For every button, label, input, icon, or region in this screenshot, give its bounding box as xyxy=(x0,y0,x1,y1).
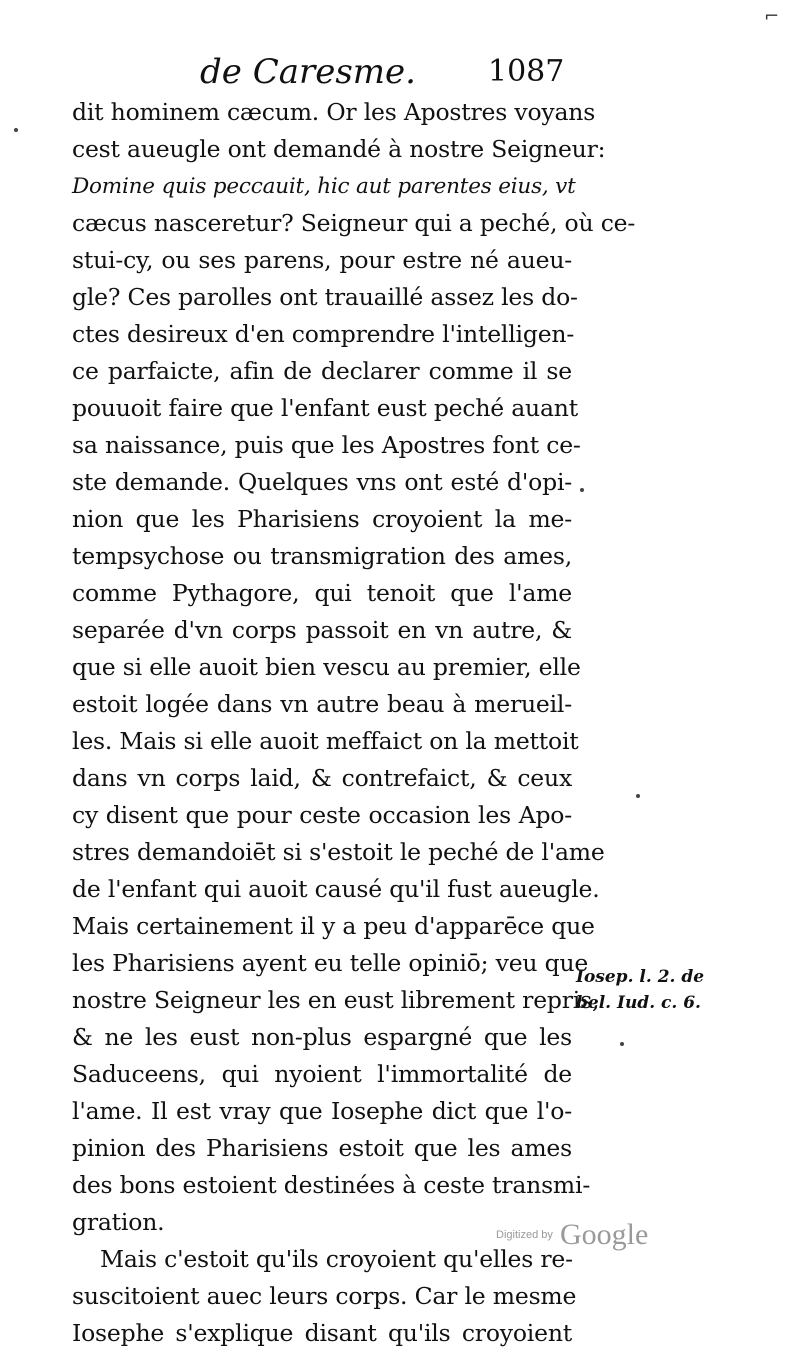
text-line: separée d'vn corps passoit en vn autre, & xyxy=(72,616,572,644)
margin-note xyxy=(576,964,716,1016)
running-title: de Caresme. xyxy=(200,52,416,92)
margin-speck xyxy=(636,794,640,798)
text-line: Iosephe s'explique disant qu'ils croyoient xyxy=(72,1319,572,1347)
text-line: l'ame. Il est vray que Iosephe dict que l'o- xyxy=(72,1097,572,1125)
text-line: dans vn corps laid, & contrefaict, & ceux xyxy=(72,764,572,792)
margin-note-line: bel. Iud. c. 6. xyxy=(576,993,701,1013)
text-line: ctes desireux d'en comprendre l'intelligen- xyxy=(72,320,575,348)
text-line: Domine quis peccauit, hic aut parentes eius, vt xyxy=(72,174,576,199)
text-line: nostre Seigneur les en eust librement repris, xyxy=(72,986,600,1014)
text-line: comme Pythagore, qui tenoit que l'ame xyxy=(72,579,572,607)
text-line: ste demande. Quelques vns ont esté d'opi- xyxy=(72,468,572,496)
page-number: 1087 xyxy=(488,54,565,89)
text-line: les Pharisiens ayent eu telle opiniō; veu que xyxy=(72,949,589,977)
google-logo: Google xyxy=(559,1218,649,1251)
margin-note-line: Iosep. l. 2. de xyxy=(576,967,705,987)
text-line: suscitoient auec leurs corps. Car le mesme xyxy=(72,1282,577,1310)
text-line: Saduceens, qui nyoient l'immortalité de xyxy=(72,1060,572,1088)
margin-speck xyxy=(14,128,18,132)
text-line: des bons estoient destinées à ceste transmi- xyxy=(72,1171,591,1199)
text-line: Mais c'estoit qu'ils croyoient qu'elles re- xyxy=(100,1245,573,1273)
text-line: les. Mais si elle auoit meffaict on la mettoit xyxy=(72,727,579,755)
text-line: cæcus nasceretur? Seigneur qui a peché, où ce- xyxy=(72,209,636,237)
text-line: pouuoit faire que l'enfant eust peché auant xyxy=(72,394,578,422)
page-header xyxy=(0,52,787,92)
text-line: pinion des Pharisiens estoit que les ames xyxy=(72,1134,572,1162)
margin-speck xyxy=(620,1042,624,1046)
text-line: Mais certainement il y a peu d'apparēce que xyxy=(72,912,595,940)
text-line: cy disent que pour ceste occasion les Apo- xyxy=(72,801,572,829)
text-line: estoit logée dans vn autre beau à merueil- xyxy=(72,690,572,718)
text-line: cest aueugle ont demandé à nostre Seigneur: xyxy=(72,135,606,163)
text-line: de l'enfant qui auoit causé qu'il fust aueugle. xyxy=(72,875,600,903)
corner-mark: ⌐ xyxy=(764,6,780,27)
text-line: tempsychose ou transmigration des ames, xyxy=(72,542,572,570)
text-line: gration. xyxy=(72,1208,165,1236)
digitization-watermark xyxy=(496,1218,648,1252)
text-line: nion que les Pharisiens croyoient la me- xyxy=(72,505,572,533)
text-line: stres demandoiēt si s'estoit le peché de l'ame xyxy=(72,838,605,866)
text-line: dit hominem cæcum. Or les Apostres voyans xyxy=(72,98,596,126)
text-line: ce parfaicte, afin de declarer comme il se xyxy=(72,357,572,385)
margin-speck xyxy=(580,488,584,492)
text-line: que si elle auoit bien vescu au premier, elle xyxy=(72,653,581,681)
text-line: sa naissance, puis que les Apostres font ce- xyxy=(72,431,581,459)
text-line: stui-cy, ou ses parens, pour estre né aueu- xyxy=(72,246,572,274)
digitized-by-label: Digitized by xyxy=(496,1229,553,1241)
text-line: gle? Ces parolles ont trauaillé assez les do- xyxy=(72,283,578,311)
text-line: & ne les eust non-plus espargné que les xyxy=(72,1023,572,1051)
